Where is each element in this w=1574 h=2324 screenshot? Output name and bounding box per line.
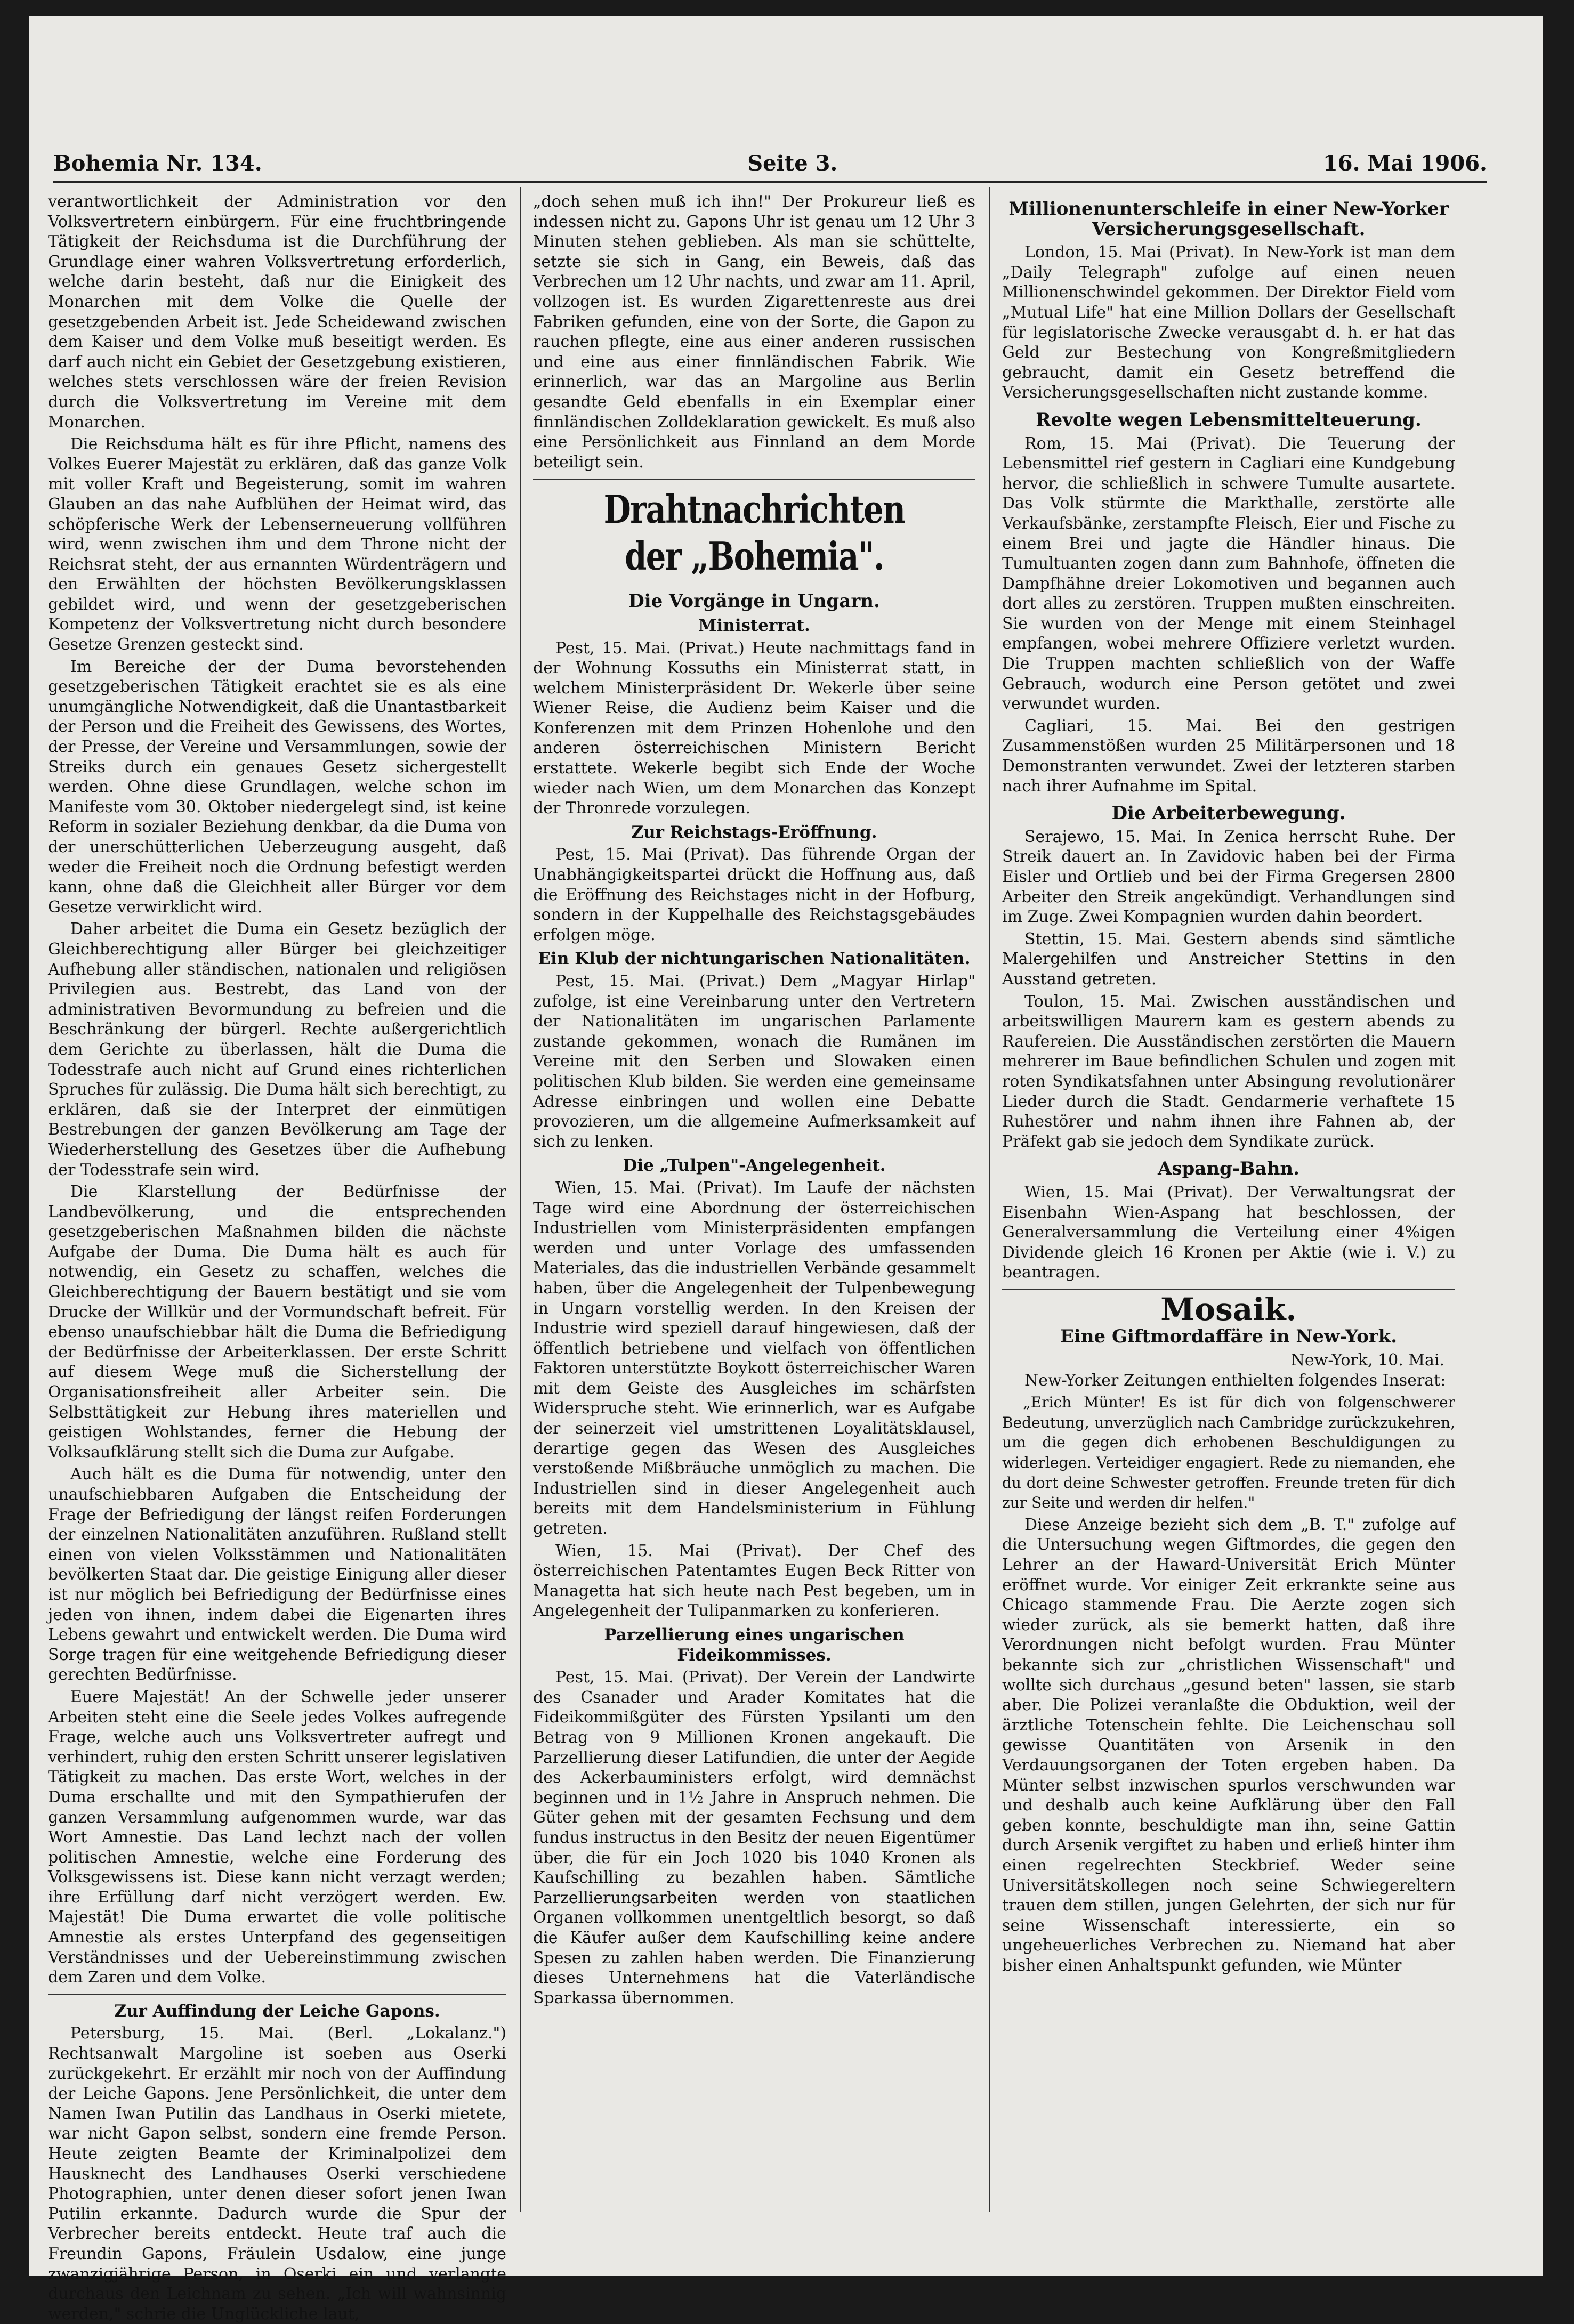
paragraph: „Erich Münter! Es ist für dich von folgenschwerer Bedeutung, unverzüglich nach Cambridge zurückzukehren, um die gegen dich erhobenen Beschuldigungen zu widerlegen. Verteidiger engagiert. Rede zu niemanden, ehe du dort deine Schwester getroffen. Freunde treten für dich zur Seite und werden dir helfen."	[1002, 1394, 1455, 1512]
section-rule	[48, 1994, 506, 1995]
article-subheading: Ministerrat.	[698, 616, 810, 635]
paragraph: Pest, 15. Mai. (Privat.) Heute nachmittags fand in der Wohnung Kossuths ein Ministerrat statt, in welchem Ministerpräsident Dr. Wekerle über seine Wiener Reise, die Audienz beim Kaiser und die Konferenzen mit dem Prinzen Hohenlohe und den anderen österreichischen Ministern Bericht erstattete. Wekerle begibt sich Ende der Woche wieder nach Wien, um dem Monarchen das Konzept der Thronrede vorzulegen.	[533, 638, 975, 818]
article-heading: Zur Auffindung der Leiche Gapons.	[114, 2001, 440, 2021]
section-rule	[533, 479, 975, 480]
paragraph: Petersburg, 15. Mai. (Berl. „Lokalanz.") Rechtsanwalt Margoline ist soeben aus Oserki zurückgekehrt. Er erzählt mir noch von der Auffindung der Leiche Gapons. Jene Persönlichkeit, die unter dem Namen Iwan Putilin das Landhaus in Oserki mietete, war nicht Gapon selbst, sondern eine fremde Person. Heute zeigten Beamte der Kriminalpolizei dem Hausknecht des Landhauses Oserki verschiedene Photographien, unter denen dieser sofort jenen Iwan Putilin erkannte. Dadurch wurde die Spur der Verbrecher bereits entdeckt. Heute traf auch die Freundin Gapons, Fräulein Usdalow, eine junge zwanzigjährige Person, in Oserki ein und verlangte durchaus den Leichnam zu sehen. „Ich will wahnsinnig werden," schrie die Unglückliche laut,	[48, 2024, 506, 2323]
paragraph: verantwortlichkeit der Administration vor den Volksvertretern einbürgern. Für eine fruchtbringende Tätigkeit der Reichsduma ist die Durchführung der Grundlage einer wahren Volksvertretung erforderlich, welche darin besteht, daß nur die Einigkeit des Monarchen mit dem Volke die Quelle der gesetzgebenden Arbeit ist. Jede Scheidewand zwischen dem Kaiser und dem Volke muß beseitigt werden. Es darf auch nicht ein Gebiet der Gesetzgebung existieren, welches stets verschlossen wäre der freien Revision durch die Volksvertretung im Vereine mit dem Monarchen.	[48, 192, 506, 432]
paragraph: Rom, 15. Mai (Privat). Die Teuerung der Lebensmittel rief gestern in Cagliari eine Kundgebung hervor, die schließlich in schwere Tumulte ausartete. Das Volk stürmte die Markthalle, zerstörte alle Verkaufsbänke, zerstampfte Fleisch, Eier und Fische zu einem Brei und jagte die Händler hinaus. Die Tumultuanten zogen dann zum Bahnhofe, öffneten die Dampfhähne dreier Lokomotiven und begannen auch dort alles zu zerstören. Truppen mußten einschreiten. Sie wurden von der Menge mit einem Steinhagel empfangen, wobei mehrere Offiziere verletzt wurden. Die Truppen machten schließlich von der Waffe Gebrauch, wodurch eine Person getötet und zwei verwundet wurden.	[1002, 434, 1455, 714]
paragraph: Daher arbeitet die Duma ein Gesetz bezüglich der Gleichberechtigung aller Bürger bei gleichzeitiger Aufhebung aller ständischen, nationalen und religiösen Privilegien aus. Bestrebt, das Land von der administrativen Bevormundung zu befreien und die Beschränkung der bürgerl. Rechte außergerichtlich dem Gerichte zu überlassen, hält die Duma die Todesstrafe auch nicht auf Grund eines richterlichen Spruches für zulässig. Die Duma hält sich berechtigt, zu erklären, daß sie der Interpret der einmütigen Bestrebungen der ganzen Bevölkerung am Tage der Wiederherstellung des Gesetzes über die Aufhebung der Todesstrafe sein wird.	[48, 920, 506, 1179]
paragraph: Pest, 15. Mai. (Privat). Der Verein der Landwirte des Csanader und Arader Komitates hat die Fideikommißgüter des Fürsten Ypsilanti um den Betrag von 9 Millionen Kronen angekauft. Die Parzellierung dieser Latifundien, die unter der Aegide des Ackerbauministers erfolgt, wird demnächst beginnen und in 1½ Jahre in Anspruch nehmen. Die Güter gehen mit der gesamten Fechsung und dem fundus instructus in den Besitz der neuen Eigentümer über, die für ein Joch 1020 bis 1040 Kronen als Kaufschilling zu bezahlen haben. Sämtliche Parzellierungsarbeiten werden von staatlichen Organen vollkommen unentgeltlich besorgt, so daß die Käufer außer dem Kaufschilling keine andere Spesen zu zahlen haben werden. Die Finanzierung dieses Unternehmens hat die Vaterländische Sparkassa übernommen.	[533, 1668, 975, 2007]
paragraph: London, 15. Mai (Privat). In New-York ist man dem „Daily Telegraph" zufolge auf einen neuen Millionenschwindel gekommen. Der Direktor Field vom „Mutual Life" hat eine Million Dollars der Gesellschaft für legislatorische Zwecke verausgabt d. h. er hat das Geld zur Bestechung von Kongreßmitgliedern gebraucht, damit ein Gesetz betreffend die Versicherungsgesellschaften nicht zustande komme.	[1002, 243, 1455, 402]
column-3	[1002, 192, 1455, 2228]
article-heading: Die „Tulpen"-Angelegenheit.	[623, 1156, 886, 1176]
paragraph: Serajewo, 15. Mai. In Zenica herrscht Ruhe. Der Streik dauert an. In Zavidovic haben bei der Firma Eisler und Ortlieb und bei der Firma Gregersen 2800 Arbeiter den Streik angekündigt. Verhandlungen sind im Zuge. Zwei Kompagnien wurden dahin beordert.	[1002, 827, 1455, 927]
header-paper-issue: Bohemia Nr. 134.	[53, 151, 262, 176]
paragraph: Diese Anzeige bezieht sich dem „B. T." zufolge auf die Untersuchung wegen Giftmordes, die gegen den Lehrer an der Haward-Universität Erich Münter eröffnet wurde. Vor einiger Zeit erkrankte seine aus Chicago stammende Frau. Die Aerzte zogen sich wieder zurück, als sie bemerkt hatten, daß ihre Verordnungen nicht befolgt wurden. Frau Münter bekannte sich zur „christlichen Wissenschaft" und wollte sich durchaus „gesund beten" lassen, sie starb aber. Die Polizei veranlaßte die Obduktion, weil der ärztliche Totenschein fehlte. Die Leichenschau soll gewisse Quantitäten von Arsenik in den Verdauungsorganen der Toten ergeben haben. Da Münter selbst inzwischen spurlos verschwunden war und deshalb auch keine Aufklärung über den Fall geben konnte, beschuldigte man ihn, seine Gattin durch Arsenik vergiftet zu haben und erließ hinter ihm einen regelrechten Steckbrief. Weder seine Universitätskollegen noch seine Schwiegereltern trauen dem stillen, jungen Gelehrten, der sich nur für seine Wissenschaft interessierte, ein so ungeheuerliches Verbrechen zu. Niemand hat aber bisher einen Anhaltspunkt gefunden, wie Münter	[1002, 1515, 1455, 1975]
article-heading: Die Vorgänge in Ungarn.	[628, 590, 880, 612]
paragraph: Pest, 15. Mai. (Privat.) Dem „Magyar Hirlap" zufolge, ist eine Vereinbarung unter den Vertretern der Nationalitäten im ungarischen Parlamente zustande gekommen, wonach die Rumänen im Vereine mit den Serben und Slowaken einen politischen Klub bilden. Sie werden eine gemeinsame Adresse einbringen und wollen eine Debatte provozieren, um die allgemeine Aufmerksamkeit auf sich zu lenken.	[533, 972, 975, 1151]
paragraph: Die Reichsduma hält es für ihre Pflicht, namens des Volkes Euerer Majestät zu erklären, daß das ganze Volk mit voller Kraft und Begeisterung, somit im wahren Glauben an das nahe Aufblühen der Heimat wird, das schöpferische Werk der Lebenserneuerung vollführen wird, wenn zwischen ihm und dem Throne nicht der Reichsrat steht, der aus ernannten Würdenträgern und den Erwählten der höchsten Bevölkerungsklassen gebildet wird, und wenn der gesetzgeberischen Kompetenz der Volksvertretung nicht durch besondere Gesetze Grenzen gesteckt sind.	[48, 435, 506, 654]
dateline: New-York, 10. Mai.	[1290, 1351, 1444, 1370]
article-heading: Ein Klub der nichtungarischen Nationalitäten.	[538, 949, 971, 969]
paragraph: „doch sehen muß ich ihn!" Der Prokureur ließ es indessen nicht zu. Gapons Uhr ist genau um 12 Uhr 3 Minuten stehen geblieben. Als man sie schüttelte, setzte sie sich in Gang, ein Beweis, daß das Verbrechen um 12 Uhr nachts, und zwar am 11. April, vollzogen ist. Es wurden Zigarettenreste aus drei Fabriken gefunden, eine von der Sorte, die Gapon zu rauchen pflegte, eine aus einer anderen russischen und eine aus einer finnländischen Fabrik. Wie erinnerlich, war das an Margoline aus Berlin gesandte Geld ebenfalls in ein Exemplar einer finnländischen Zolldeklaration gewickelt. Es muß also eine Persönlichkeit aus Finnland an dem Morde beteiligt sein.	[533, 192, 975, 472]
article-heading: Millionenunterschleife in einer New-Yorker Versicherungsgesellschaft.	[1008, 198, 1449, 240]
section-title: Mosaik.	[1160, 1291, 1297, 1327]
column-1	[48, 192, 506, 2323]
paragraph: Wien, 15. Mai (Privat). Der Verwaltungsrat der Eisenbahn Wien-Aspang hat beschlossen, der Generalversammlung die Verteilung einer 4%igen Dividende gleich 16 Kronen per Aktie (wie i. V.) zu beantragen.	[1002, 1183, 1455, 1282]
header-rule	[53, 181, 1487, 183]
paragraph: Cagliari, 15. Mai. Bei den gestrigen Zusammenstößen wurden 25 Militärpersonen und 18 Demonstranten verwundet. Zwei der letzteren starben nach ihrer Aufnahme im Spital.	[1002, 716, 1455, 796]
paragraph: Wien, 15. Mai. (Privat). Im Laufe der nächsten Tage wird eine Abordnung der österreichischen Industriellen vom Ministerpräsidenten empfangen werden und unter Vorlage des umfassenden Materiales, das die industriellen Verbände gesammelt haben, über die Angelegenheit der Tulpenbewegung in Ungarn vorstellig werden. In den Kreisen der Industrie wird speziell darauf hingewiesen, daß der öffentlich betriebene und vielfach von öffentlichen Faktoren unterstützte Boykott österreichischer Waren mit dem Geiste des Ausgleiches im schärfsten Widerspruche steht. Wie erinnerlich, war es Aufgabe der seinerzeit viel umstrittenen Loyalitätsklausel, derartige gegen das Wesen des Ausgleiches verstoßende Mißbräuche unmöglich zu machen. Die Industriellen sind in dieser Angelegenheit auch bereits mit dem Handelsministerium in Fühlung getreten.	[533, 1178, 975, 1538]
article-heading: Die Arbeiterbewegung.	[1111, 803, 1346, 824]
column-divider	[520, 187, 521, 2212]
section-rule	[1002, 1289, 1455, 1290]
paragraph: Die Klarstellung der Bedürfnisse der Landbevölkerung, und die entsprechenden gesetzgeberischen Maßnahmen bilden die nächste Aufgabe der Duma. Die Duma hält es auch für notwendig, ein Gesetz zu schaffen, welches die Gleichberechtigung der Bauern bestätigt und sie vom Drucke der Willkür und der Vormundschaft befreit. Für ebenso unaufschiebbar hält die Duma die Befriedigung der Bedürfnisse der Arbeiterklassen. Der erste Schritt auf diesem Wege muß die Sicherstellung der Organisationsfreiheit aller Arbeiter sein. Die Selbsttätigkeit zur Hebung ihres materiellen und geistigen Wohlstandes, ferner die Hebung der Volksaufklärung stellt sich die Duma zur Aufgabe.	[48, 1183, 506, 1462]
paragraph: Pest, 15. Mai (Privat). Das führende Organ der Unabhängigkeitspartei drückt die Hoffnung aus, daß die Eröffnung des Reichstages nicht in der Hofburg, sondern in der Kuppelhalle des Reichstagsgebäudes erfolgen möge.	[533, 845, 975, 944]
column-divider	[989, 187, 990, 2212]
paragraph: Toulon, 15. Mai. Zwischen ausständischen und arbeitswilligen Maurern kam es gestern abends zu Raufereien. Die Ausständischen zerstörten die Mauern mehrerer im Baue befindlichen Schulen und zogen mit roten Syndikatsfahnen unter Absingung revolutionärer Lieder durch die Stadt. Gendarmerie verhaftete 15 Ruhestörer und nahm ihnen ihre Fahnen ab, der Präfekt gab sie jedoch dem Syndikate zurück.	[1002, 992, 1455, 1151]
running-header	[53, 144, 1487, 176]
article-heading: Parzellierung eines ungarischen Fideikommisses.	[604, 1625, 905, 1665]
paragraph: Euere Majestät! An der Schwelle jeder unserer Arbeiten steht eine die Seele jedes Volkes aufregende Frage, welche auch uns Volksvertreter aufregt und verhindert, ruhig den ersten Schritt unserer legislativen Tätigkeit zu machen. Das erste Wort, welches in der Duma erschallte und mit den Sympathierufen der ganzen Versammlung aufgenommen wurde, war das Wort Amnestie. Das Land lechzt nach der vollen politischen Amnestie, welche eine Forderung des Volksgewissens ist. Diese kann nicht verzagt werden; ihre Erfüllung darf nicht verzögert werden. Ew. Majestät! Die Duma erwartet die volle politische Amnestie als erstes Unterpfand des gegenseitigen Verständnisses und der Uebereinstimmung zwischen dem Zaren und dem Volke.	[48, 1687, 506, 1987]
article-heading: Eine Giftmordaffäre in New-York.	[1060, 1326, 1398, 1348]
paragraph: New-Yorker Zeitungen enthielten folgendes Inserat:	[1024, 1371, 1446, 1390]
article-heading: Zur Reichstags-Eröffnung.	[631, 822, 877, 842]
section-banner: Drahtnachrichten der „Bohemia".	[603, 487, 905, 579]
paragraph: Auch hält es die Duma für notwendig, unter den unaufschiebbaren Aufgaben die Entscheidung der Frage der Befriedigung der längst reifen Forderungen der einzelnen Nationalitäten anzuführen. Rußland stellt einen von vielen Volksstämmen und Nationalitäten bevölkerten Staat dar. Die geistige Einigung aller dieser ist nur möglich bei Befriedigung der Bedürfnisse eines jeden von ihnen, indem dabei die Eigenarten ihres Lebens gewahrt und entwickelt werden. Die Duma wird Sorge tragen für eine weitgehende Befriedigung dieser gerechten Bedürfnisse.	[48, 1465, 506, 1685]
column-2	[533, 192, 975, 2228]
header-page-number: Seite 3.	[747, 151, 838, 176]
paragraph: Wien, 15. Mai (Privat). Der Chef des österreichischen Patentamtes Eugen Beck Ritter von Managetta hat sich heute nach Pest begeben, um in Angelegenheit der Tulipanmarken zu konferieren.	[533, 1541, 975, 1621]
newspaper-page	[29, 16, 1543, 2323]
paragraph: Stettin, 15. Mai. Gestern abends sind sämtliche Malergehilfen und Anstreicher Stettins in den Ausstand getreten.	[1002, 929, 1455, 989]
paragraph: Im Bereiche der der Duma bevorstehenden gesetzgeberischen Tätigkeit erachtet sie es als eine unumgängliche Notwendigkeit, daß die Unantastbarkeit der Person und die Freiheit des Gewissens, des Wortes, der Presse, der Vereine und Versammlungen, sowie der Streiks durch ein genaues Gesetz sichergestellt werden. Ohne diese Grundlagen, welche schon im Manifeste vom 30. Oktober niedergelegt sind, ist keine Reform in sozialer Beziehung denkbar, da die Duma von der unerschütterlichen Ueberzeugung ausgeht, daß weder die Freiheit noch die Ordnung befestigt werden kann, ohne daß die Gleichheit aller Bürger vor dem Gesetze verwirklicht wird.	[48, 657, 506, 917]
header-date: 16. Mai 1906.	[1322, 151, 1487, 176]
article-heading: Aspang-Bahn.	[1158, 1158, 1299, 1180]
article-heading: Revolte wegen Lebensmittelteuerung.	[1036, 409, 1422, 431]
